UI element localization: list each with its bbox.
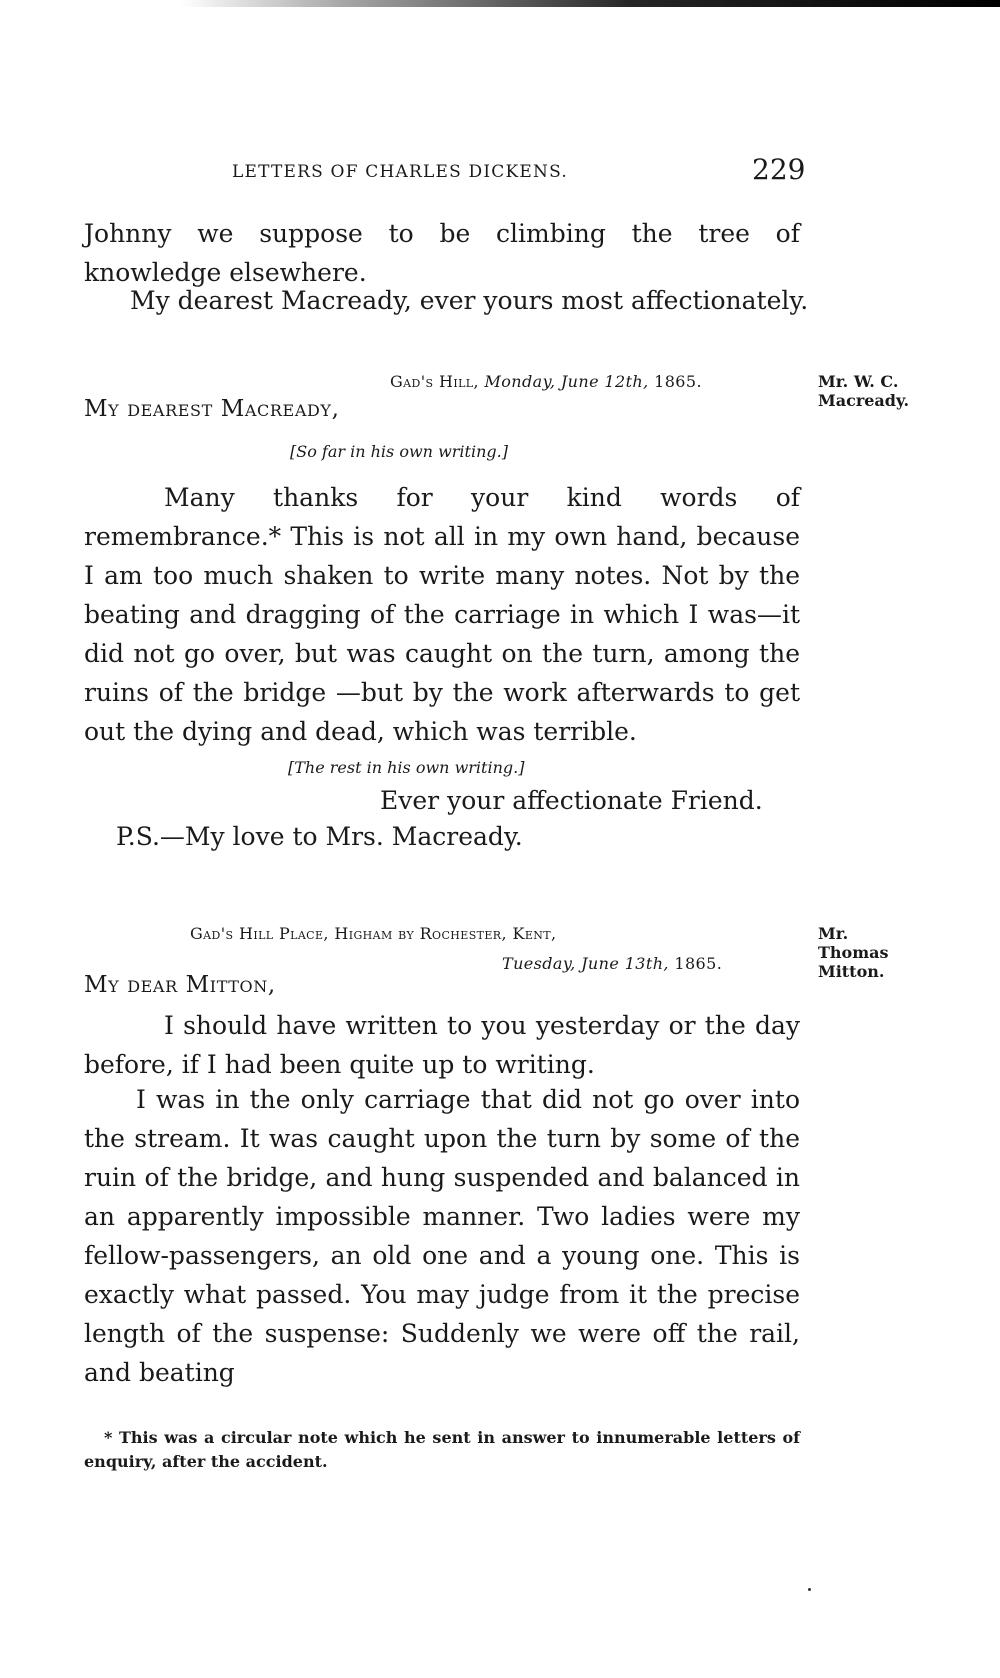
mitton-recipient-note-line3: Mitton.: [818, 962, 885, 981]
previous-letter-closing: My dearest Macready, ever yours most affectionately.: [130, 286, 809, 315]
mitton-recipient-note-line2: Thomas: [818, 943, 889, 962]
macready-recipient-note: Mr. W. C. Macready.: [818, 372, 910, 410]
footnote: * This was a circular note which he sent in answer to innumerable letters of enquiry, after the accident.: [84, 1428, 800, 1471]
editorial-note-rest: [The rest in his own writing.]: [288, 758, 525, 777]
mitton-dateline-year: 1865.: [674, 954, 723, 973]
scan-speck: [808, 1588, 811, 1591]
macready-postscript: P.S.—My love to Mrs. Macready.: [116, 822, 523, 851]
macready-signoff: Ever your affectionate Friend.: [380, 786, 763, 815]
editorial-note-own-writing: [So far in his own writing.]: [290, 442, 508, 461]
previous-letter-continuation: Johnny we suppose to be climbing the tree of knowledge elsewhere.: [84, 219, 800, 287]
macready-letter-body: Many thanks for your kind words of remembrance.* This is not all in my own hand, because I am too much shaken to write many notes. Not by the beating and dragging of the carriage in which I was—it did not go over, but was caught on the turn, among the ruins of the bridge —but by the work afterwards to get out the dying and dead, which was terrible.: [84, 483, 800, 746]
macready-dateline-place: Gad's Hill,: [390, 372, 479, 391]
mitton-dateline-date: Tuesday, June 13th,: [502, 954, 669, 973]
mitton-recipient-note: [818, 924, 928, 981]
mitton-paragraph-2: I was in the only carriage that did not go over into the stream. It was caught upon the turn by some of the ruin of the bridge, and hung suspended and balanced in an apparently impossible manner. Two ladies were my fellow-passengers, an old one and a young one. This is exactly what passed. You may judge from it the precise length of the suspense: Suddenly we were off the rail, and beating: [84, 1085, 800, 1387]
page-number: 229: [752, 153, 806, 186]
mitton-paragraph-1: I should have written to you yesterday or the day before, if I had been quite up to writing.: [84, 1011, 800, 1079]
mitton-salutation: My dear Mitton,: [84, 972, 276, 998]
mitton-recipient-note-line1: Mr.: [818, 924, 849, 943]
macready-dateline-date: Monday, June 12th,: [484, 372, 649, 391]
running-head-title: LETTERS OF CHARLES DICKENS.: [232, 162, 568, 182]
macready-dateline-year: 1865.: [654, 372, 702, 391]
macready-dateline: [390, 372, 702, 391]
mitton-dateline: [502, 954, 722, 973]
macready-salutation: My dearest Macready,: [84, 396, 340, 422]
mitton-dateline-address: Gad's Hill Place, Higham by Rochester, Kent,: [190, 924, 557, 943]
